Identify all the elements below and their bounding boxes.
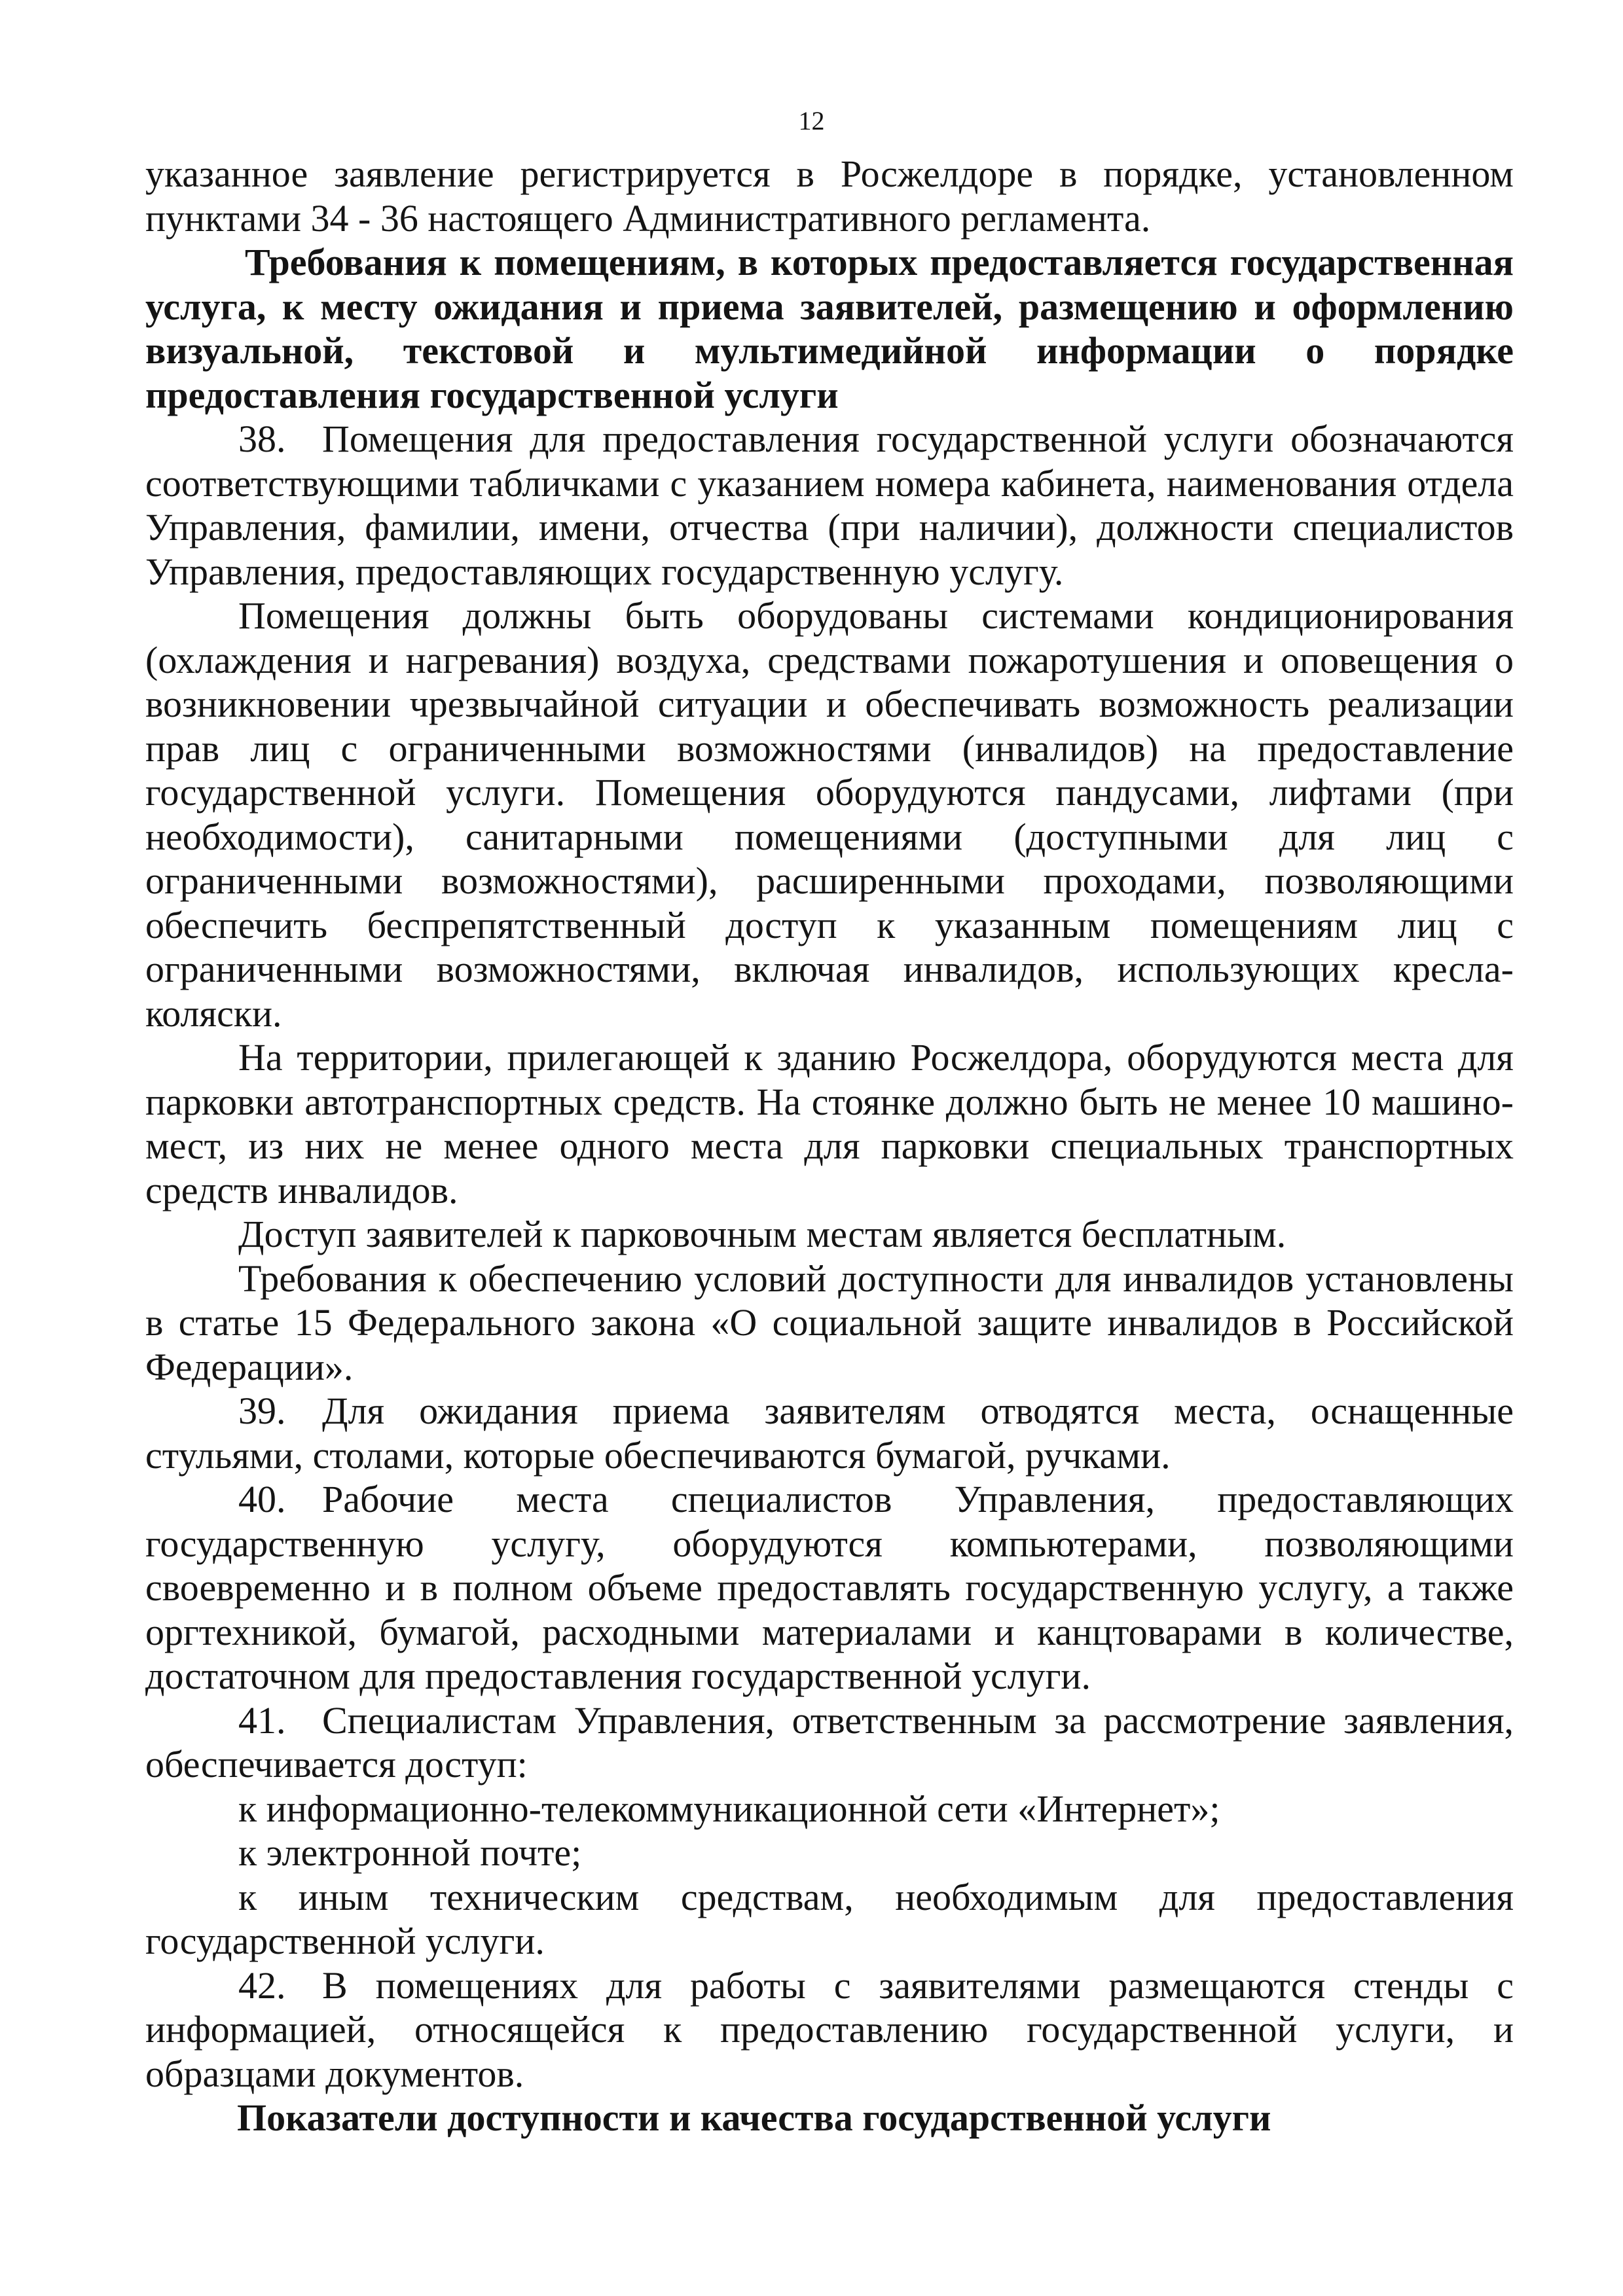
section-heading-premises: Требования к помещениям, в которых предоставляется государственная услуга, к месту ожидания и приема заявителей, размещению и оформлению визуальной, текстовой и мультимедийной информации о порядке предоставления государственной услуги	[145, 241, 1514, 416]
clause-text: Для ожидания приема заявителям отводятся места, оснащенные стульями, столами, которые обеспечиваются бумагой, ручками.	[145, 1390, 1514, 1477]
list-item-email: к электронной почте;	[238, 1831, 582, 1874]
section-heading-quality: Показатели доступности и качества государственной услуги	[237, 2096, 1271, 2139]
document-body	[145, 152, 1514, 2140]
clause-number: 41.	[238, 1698, 286, 1742]
clause-39	[145, 1389, 1514, 1477]
clause-number: 42.	[238, 1964, 286, 2007]
clause-text: Специалистам Управления, ответственным за рассмотрение заявления, обеспечивается доступ:	[145, 1698, 1514, 1785]
clause-number: 40.	[238, 1478, 286, 1520]
paragraph-parking-free: Доступ заявителей к парковочным местам является бесплатным.	[238, 1213, 1286, 1255]
clause-42	[145, 1964, 1514, 2096]
clause-40	[145, 1477, 1514, 1698]
list-item-internet: к информационно-телекоммуникационной сети «Интернет»;	[238, 1787, 1220, 1830]
paragraph-accessibility-law: Требования к обеспечению условий доступности для инвалидов установлены в статье 15 Федерального закона «О социальной защите инвалидов в Российской Федерации».	[145, 1257, 1514, 1388]
paragraph-parking: На территории, прилегающей к зданию Росжелдора, оборудуются места для парковки автотранспортных средств. На стоянке должно быть не менее 10 машино-мест, из них не менее одного места для парковки специальных транспортных средств инвалидов.	[145, 1036, 1514, 1211]
page-number: 12	[798, 106, 825, 135]
list-item-technical-means: к иным техническим средствам, необходимым для предоставления государственной услуги.	[145, 1875, 1514, 1962]
clause-text: Помещения для предоставления государственной услуги обозначаются соответствующими табличками с указанием номера кабинета, наименования отдела Управления, фамилии, имени, отчества (при наличии), должности специалистов Управления, предоставляющих государственную услугу.	[145, 418, 1514, 593]
paragraph-premises-equipment: Помещения должны быть оборудованы системами кондиционирования (охлаждения и нагревания) воздуха, средствами пожаротушения и оповещения о возникновении чрезвычайной ситуации и обеспечивать возможность реализации прав лиц с ограниченными возможностями (инвалидов) на предоставление государственной услуги. Помещения оборудуются пандусами, лифтами (при необходимости), санитарными помещениями (доступными для лиц с ограниченными возможностями), расширенными проходами, позволяющими обеспечить беспрепятственный доступ к указанным помещениям лиц с ограниченными возможностями, включая инвалидов, использующих кресла-коляски.	[145, 594, 1514, 1035]
clause-number: 39.	[238, 1390, 286, 1432]
clause-number: 38.	[238, 418, 286, 460]
clause-text: В помещениях для работы с заявителями размещаются стенды с информацией, относящейся к предоставлению государственной услуги, и образцами документов.	[145, 1964, 1514, 2095]
clause-41	[145, 1698, 1514, 1787]
paragraph-continuation: указанное заявление регистрируется в Росжелдоре в порядке, установленном пунктами 34 - 36 настоящего Административного регламента.	[145, 152, 1514, 240]
clause-text: Рабочие места специалистов Управления, предоставляющих государственную услугу, оборудуются компьютерами, позволяющими своевременно и в полном объеме предоставлять государственную услугу, а также оргтехникой, бумагой, расходными материалами и канцтоварами в количестве, достаточном для предоставления государственной услуги.	[145, 1478, 1514, 1697]
clause-38	[145, 417, 1514, 594]
